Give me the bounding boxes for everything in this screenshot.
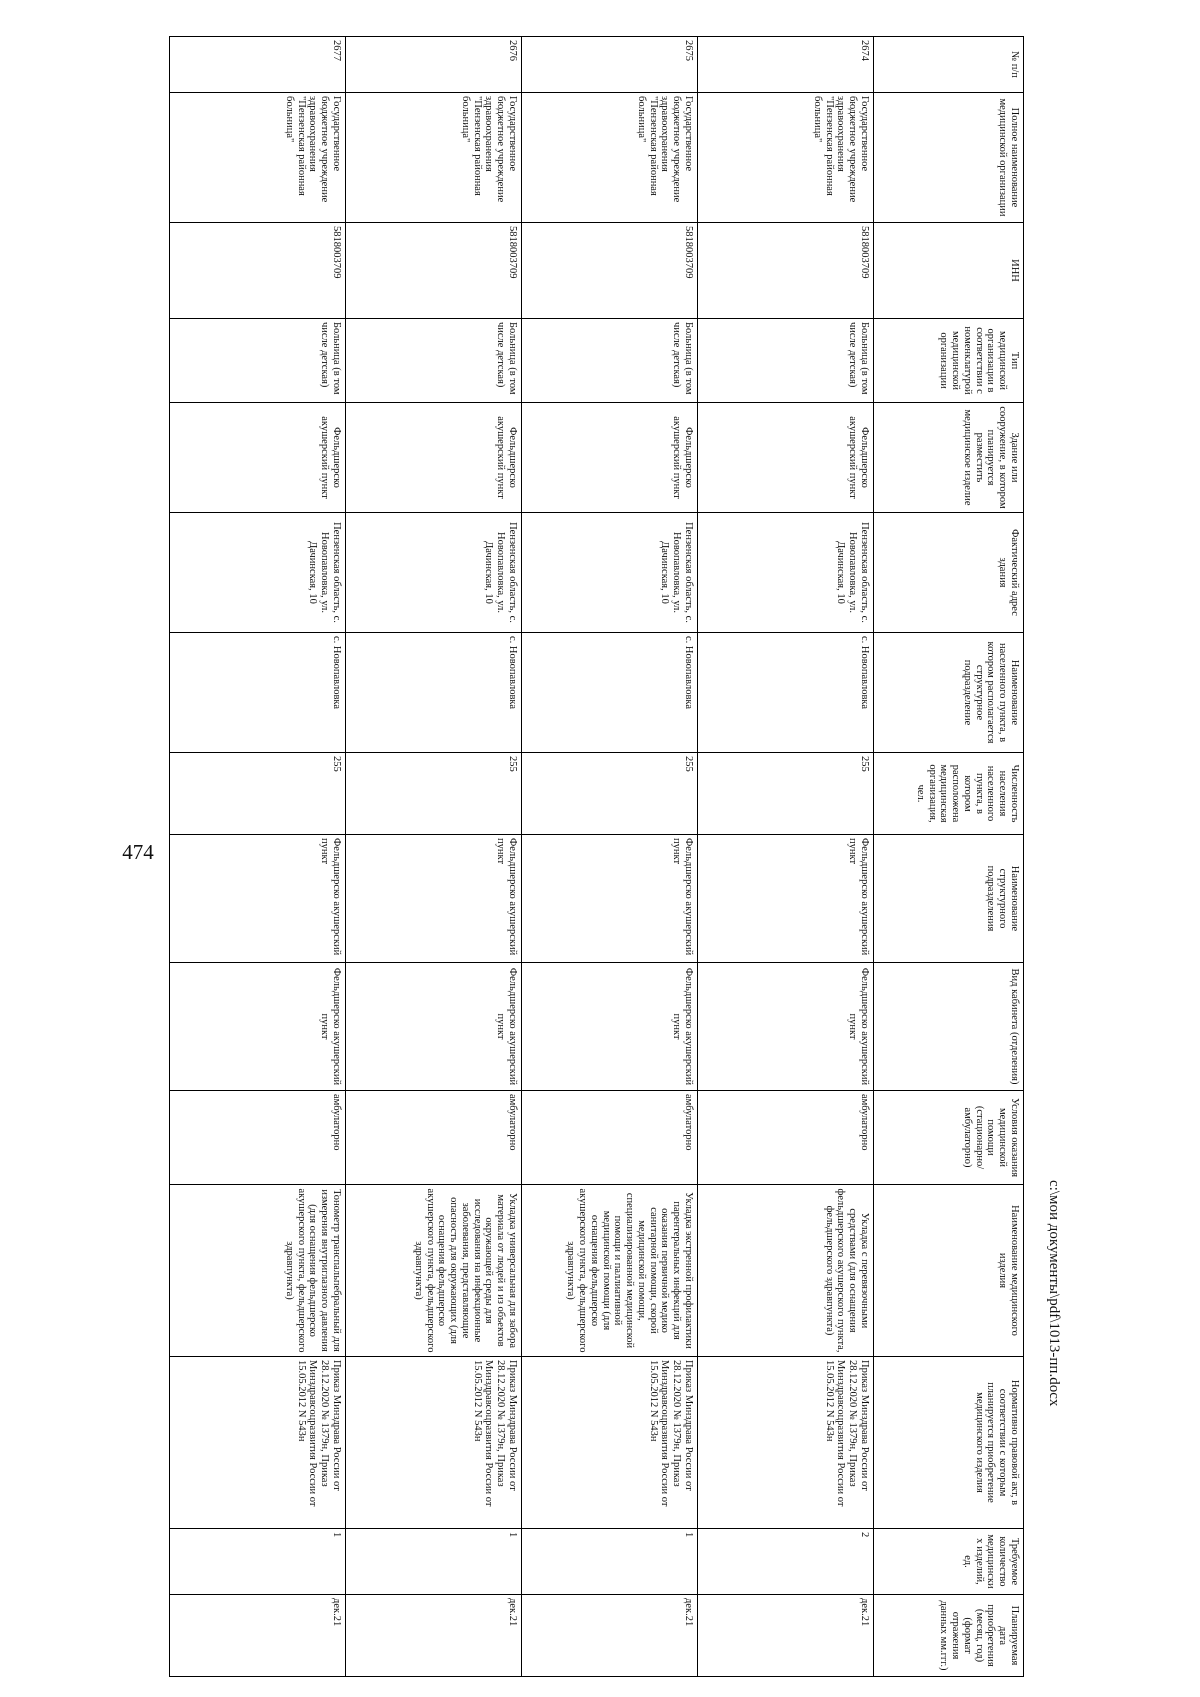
cell-date: дек.21 (346, 1595, 522, 1677)
header-cell: Вид кабинета (отделения) (874, 963, 1024, 1091)
cell-cabinet: Фельдшерско акушерский пункт (346, 963, 522, 1091)
cell-address: Пензенская область, с. Новопавловка, ул. Дачинская, 10 (698, 513, 874, 633)
cell-num: 2676 (346, 37, 522, 93)
cell-address: Пензенская область, с. Новопавловка, ул. Дачинская, 10 (346, 513, 522, 633)
cell-building: Фельдшерско акушерский пункт (346, 403, 522, 513)
cell-inn: 5818003709 (698, 223, 874, 319)
cell-act: Приказ Минздрава России от 28.12.2020 № 1379н, Приказ Минздравсоцразвития России от 15.05.2012 N 543н (170, 1357, 346, 1529)
page-number: 474 (122, 840, 154, 864)
cell-settlement: с. Новопавловка (346, 633, 522, 753)
cell-org: Государственное бюджетное учреждение здравоохранения "Пензенская районная больница" (346, 93, 522, 223)
cell-date: дек.21 (698, 1595, 874, 1677)
cell-unit: Фельдшерско акушерский пункт (346, 835, 522, 963)
header-cell: Планируемая дата приобретения (месяц, год) (формат отражения данных мм.ггг.) (874, 1595, 1024, 1677)
cell-org: Государственное бюджетное учреждение здравоохранения "Пензенская районная больница" (522, 93, 698, 223)
header-cell: Численность населения населенного пункта, в котором расположена медицинская организация, чел. (874, 753, 1024, 835)
cell-date: дек.21 (170, 1595, 346, 1677)
cell-settlement: с. Новопавловка (698, 633, 874, 753)
cell-act: Приказ Минздрава России от 28.12.2020 № 1379н, Приказ Минздравсоцразвития России от 15.05.2012 N 543н (522, 1357, 698, 1529)
cell-act: Приказ Минздрава России от 28.12.2020 № 1379н, Приказ Минздравсоцразвития России от 15.05.2012 N 543н (346, 1357, 522, 1529)
cell-qty: 1 (346, 1529, 522, 1595)
cell-unit: Фельдшерско акушерский пункт (170, 835, 346, 963)
cell-cabinet: Фельдшерско акушерский пункт (170, 963, 346, 1091)
cell-inn: 5818003709 (522, 223, 698, 319)
cell-qty: 2 (698, 1529, 874, 1595)
header-cell: Фактический адрес здания (874, 513, 1024, 633)
cell-device: Тонометр транспальпебральный для измерения внутриглазного давления (для оснащения фельдшерско акушерского пункта, фельдшерского здравпункта) (170, 1185, 346, 1357)
cell-qty: 1 (522, 1529, 698, 1595)
table-header (874, 37, 1024, 1677)
cell-building: Фельдшерско акушерский пункт (170, 403, 346, 513)
header-cell: Условия оказания медицинской помощи (стационарно/ амбулаторно) (874, 1091, 1024, 1185)
cell-org: Государственное бюджетное учреждение здравоохранения "Пензенская районная больница" (698, 93, 874, 223)
cell-num: 2675 (522, 37, 698, 93)
table-body (170, 37, 874, 1677)
rotated-table-container (169, 36, 1024, 1676)
cell-inn: 5818003709 (170, 223, 346, 319)
cell-settlement: с. Новопавловка (522, 633, 698, 753)
cell-conditions: амбулаторно (346, 1091, 522, 1185)
cell-device: Укладка универсальная для забора материала от людей и из объектов окружающей среды для исследования на инфекционные заболевания, представляющие опасность для окружающих (для оснащения фельдшерско акушерского пункта, фельдшерского здравпункта) (346, 1185, 522, 1357)
header-cell: Здание или сооружение, в котором планируется разместить медицинское изделие (874, 403, 1024, 513)
header-cell: Тип медицинской организации в соответствии с номенклатурой медицинской организации (874, 319, 1024, 403)
cell-address: Пензенская область, с. Новопавловка, ул. Дачинская, 10 (522, 513, 698, 633)
cell-cabinet: Фельдшерско акушерский пункт (698, 963, 874, 1091)
cell-conditions: амбулаторно (522, 1091, 698, 1185)
table-row (170, 37, 346, 1677)
cell-device: Укладка с перевязочными средствами (для оснащения фельдшерского акушерского пункта, фельдшерского здравпункта) (698, 1185, 874, 1357)
cell-address: Пензенская область, с. Новопавловка, ул. Дачинская, 10 (170, 513, 346, 633)
cell-org: Государственное бюджетное учреждение здравоохранения "Пензенская районная больница" (170, 93, 346, 223)
footer-file-path: c:\мои документы\pdf\1013-пп.docx (1046, 1180, 1062, 1407)
cell-building: Фельдшерско акушерский пункт (522, 403, 698, 513)
header-cell: Наименование населенного пункта, в котором располагается структурное подразделение (874, 633, 1024, 753)
cell-type: Больница (в том числе детская) (346, 319, 522, 403)
cell-population: 255 (522, 753, 698, 835)
cell-qty: 1 (170, 1529, 346, 1595)
header-cell: Требуемое количество медицинских изделий, ед. (874, 1529, 1024, 1595)
cell-device: Укладка экстренной профилактики парентеральных инфекций для оказания первичной медико санитарной помощи, скорой медицинской помощи, специализированной медицинской помощи и паллиативной медицинской помощи (для оснащения фельдшерско акушерского пункта, фельдшерского здравпункта) (522, 1185, 698, 1357)
table-row (698, 37, 874, 1677)
medical-equipment-table (169, 36, 1024, 1677)
header-cell: ИНН (874, 223, 1024, 319)
table-row (346, 37, 522, 1677)
cell-type: Больница (в том числе детская) (698, 319, 874, 403)
cell-population: 255 (170, 753, 346, 835)
cell-building: Фельдшерско акушерский пункт (698, 403, 874, 513)
cell-num: 2677 (170, 37, 346, 93)
header-cell: Нормативно правовой акт, в соответствии с которым планируется приобретение медицинского изделия (874, 1357, 1024, 1529)
table-row (522, 37, 698, 1677)
cell-cabinet: Фельдшерско акушерский пункт (522, 963, 698, 1091)
cell-date: дек.21 (522, 1595, 698, 1677)
cell-population: 255 (698, 753, 874, 835)
header-cell: Наименование медицинского изделия (874, 1185, 1024, 1357)
cell-settlement: с. Новопавловка (170, 633, 346, 753)
header-cell: Полное наименование медицинской организации (874, 93, 1024, 223)
cell-population: 255 (346, 753, 522, 835)
cell-conditions: амбулаторно (698, 1091, 874, 1185)
cell-unit: Фельдшерско акушерский пункт (698, 835, 874, 963)
cell-type: Больница (в том числе детская) (170, 319, 346, 403)
cell-unit: Фельдшерско акушерский пункт (522, 835, 698, 963)
cell-conditions: амбулаторно (170, 1091, 346, 1185)
header-cell: № п/п (874, 37, 1024, 93)
cell-inn: 5818003709 (346, 223, 522, 319)
cell-type: Больница (в том числе детская) (522, 319, 698, 403)
header-row (874, 37, 1024, 1677)
header-cell: Наименование структурного подразделения (874, 835, 1024, 963)
cell-num: 2674 (698, 37, 874, 93)
cell-act: Приказ Минздрава России от 28.12.2020 № 1379н, Приказ Минздравсоцразвития России от 15.05.2012 N 543н (698, 1357, 874, 1529)
